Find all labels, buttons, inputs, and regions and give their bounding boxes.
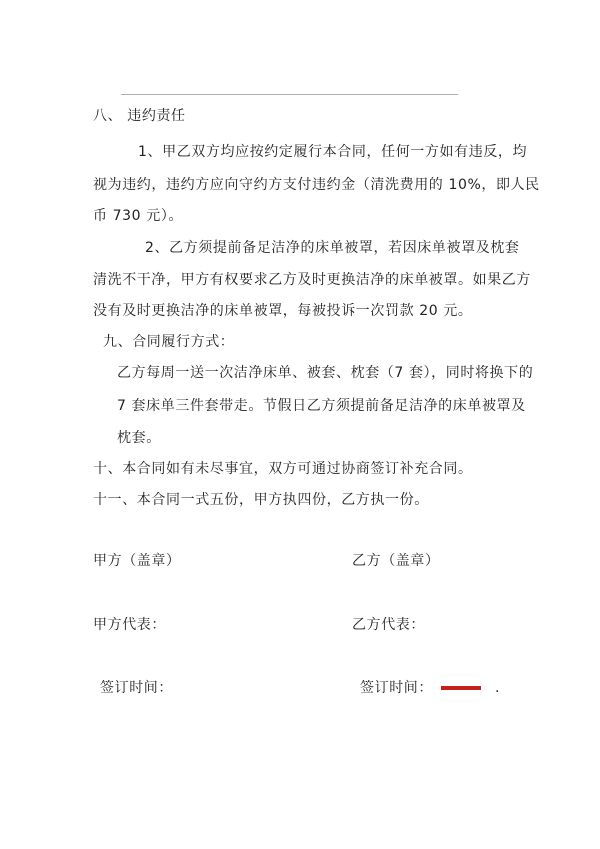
redaction-mark [441,686,481,690]
section-8-clause-1-line-3: 币 730 元）。 [93,208,184,224]
date-trailing-period: . [495,680,501,696]
party-a-signing-date-label: 签订时间： [100,680,173,696]
section-8-clause-2-line-1: 2、乙方须提前备足洁净的床单被罩，若因床单被罩及枕套 [145,240,520,256]
section-9-line-2: 7 套床单三件套带走。节假日乙方须提前备足洁净的床单被罩及 [117,398,526,414]
section-9-heading: 九、合同履行方式： [103,334,235,350]
party-a-seal-label: 甲方（盖章） [93,553,181,569]
header-divider [121,94,458,95]
party-b-signing-date-label: 签订时间： [360,680,433,696]
section-9-line-3: 枕套。 [117,430,161,446]
party-a-representative-label: 甲方代表： [93,617,166,633]
party-b-signing-date [360,678,500,698]
section-8-clause-1-line-2: 视为违约，违约方应向守约方支付违约金（清洗费用的 10%，即人民 [93,177,540,193]
party-b-seal-label: 乙方（盖章） [352,553,440,569]
section-10-text: 十、本合同如有未尽事宜，双方可通过协商签订补充合同。 [93,461,473,477]
section-9-line-1: 乙方每周一送一次洁净床单、被套、枕套（7 套），同时将换下的 [117,365,534,381]
section-8-clause-2-line-3: 没有及时更换洁净的床单被罩，每被投诉一次罚款 20 元。 [93,303,473,319]
section-8-clause-1-line-1: 1、甲乙双方均应按约定履行本合同，任何一方如有违反，均 [138,144,528,160]
section-11-text: 十一、本合同一式五份，甲方执四份，乙方执一份。 [93,492,429,508]
section-8-heading: 八、 违约责任 [93,108,186,124]
party-b-representative-label: 乙方代表： [352,617,425,633]
section-8-clause-2-line-2: 清洗不干净，甲方有权要求乙方及时更换洁净的床单被罩。如果乙方 [93,272,531,288]
